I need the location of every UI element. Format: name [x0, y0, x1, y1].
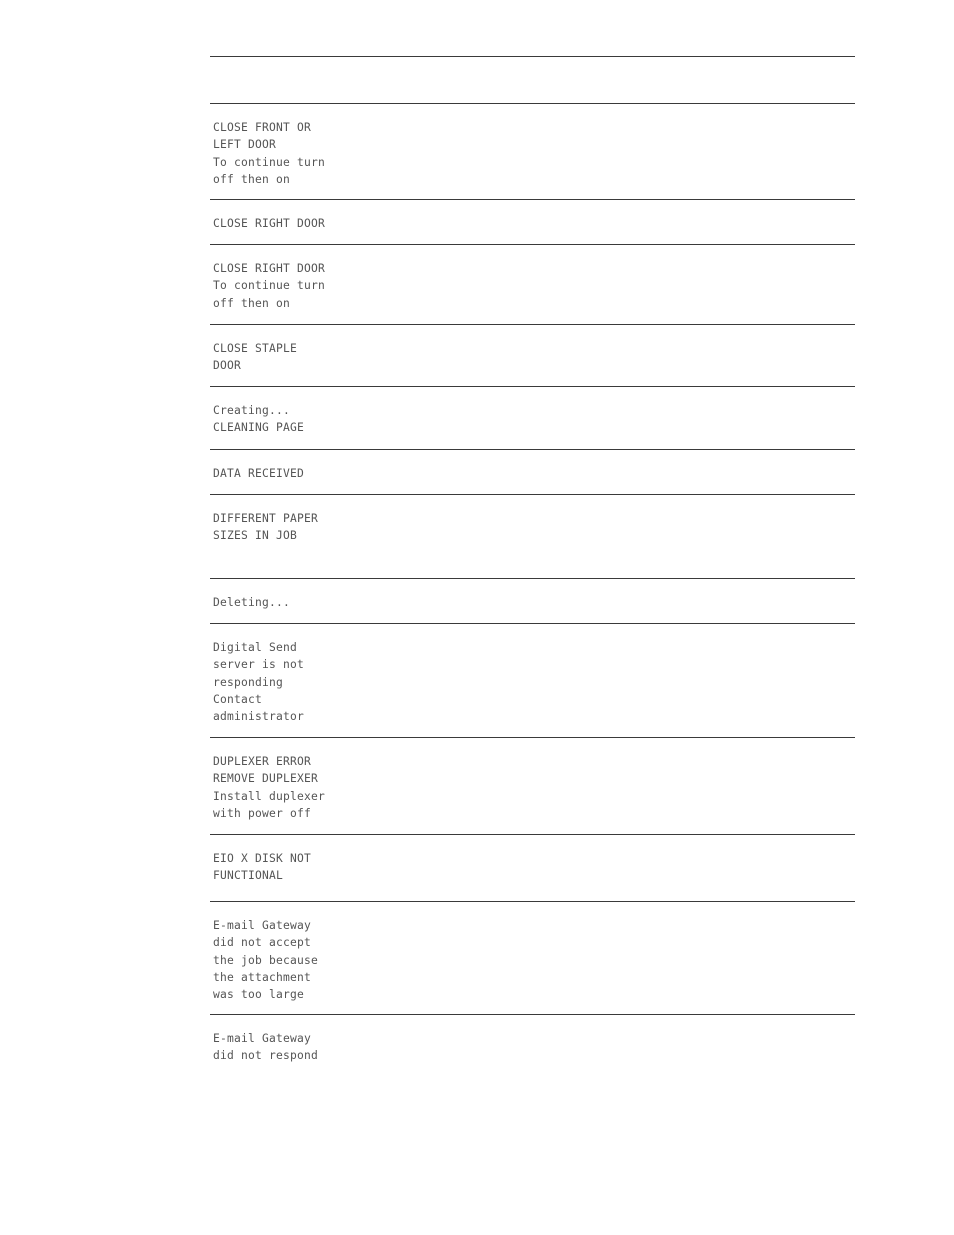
control-panel-message: CLOSE RIGHT DOOR To continue turn off then on — [213, 262, 326, 310]
table-row-data-received — [210, 450, 855, 495]
table-row-eio-disk-not-functional — [210, 835, 855, 902]
table-row-close-right-door — [210, 200, 855, 245]
control-panel-message: Digital Send server is not responding Contact administrator — [213, 641, 305, 724]
table-row-creating-cleaning-page — [210, 387, 855, 450]
table-row-digital-send-not-responding — [210, 624, 855, 738]
table-row-different-paper-sizes — [210, 495, 855, 579]
control-panel-message: DIFFERENT PAPER SIZES IN JOB — [213, 512, 319, 543]
table-row-email-attachment-too-large — [210, 902, 855, 1015]
control-panel-message: E-mail Gateway did not respond — [213, 1032, 319, 1063]
table-row-deleting — [210, 579, 855, 624]
message-table — [210, 56, 855, 1085]
control-panel-message: Deleting... — [213, 596, 291, 609]
table-row-duplexer-error — [210, 738, 855, 835]
table-row-close-front-door — [210, 104, 855, 200]
control-panel-message: E-mail Gateway did not accept the job because the attachment was too large — [213, 919, 319, 1002]
control-panel-message: CLOSE RIGHT DOOR — [213, 217, 326, 230]
table-header-row — [210, 57, 855, 104]
table-row-close-staple-door — [210, 325, 855, 387]
control-panel-message: DATA RECEIVED — [213, 467, 305, 480]
table-row-email-gateway-no-response — [210, 1015, 855, 1085]
table-row-close-right-door-turn-off — [210, 245, 855, 325]
control-panel-message: DUPLEXER ERROR REMOVE DUPLEXER Install duplexer with power off — [213, 755, 326, 820]
control-panel-message: Creating... CLEANING PAGE — [213, 404, 305, 435]
control-panel-message: CLOSE FRONT OR LEFT DOOR To continue turn off then on — [213, 121, 326, 186]
control-panel-message: CLOSE STAPLE DOOR — [213, 342, 298, 373]
control-panel-message: EIO X DISK NOT FUNCTIONAL — [213, 852, 312, 883]
